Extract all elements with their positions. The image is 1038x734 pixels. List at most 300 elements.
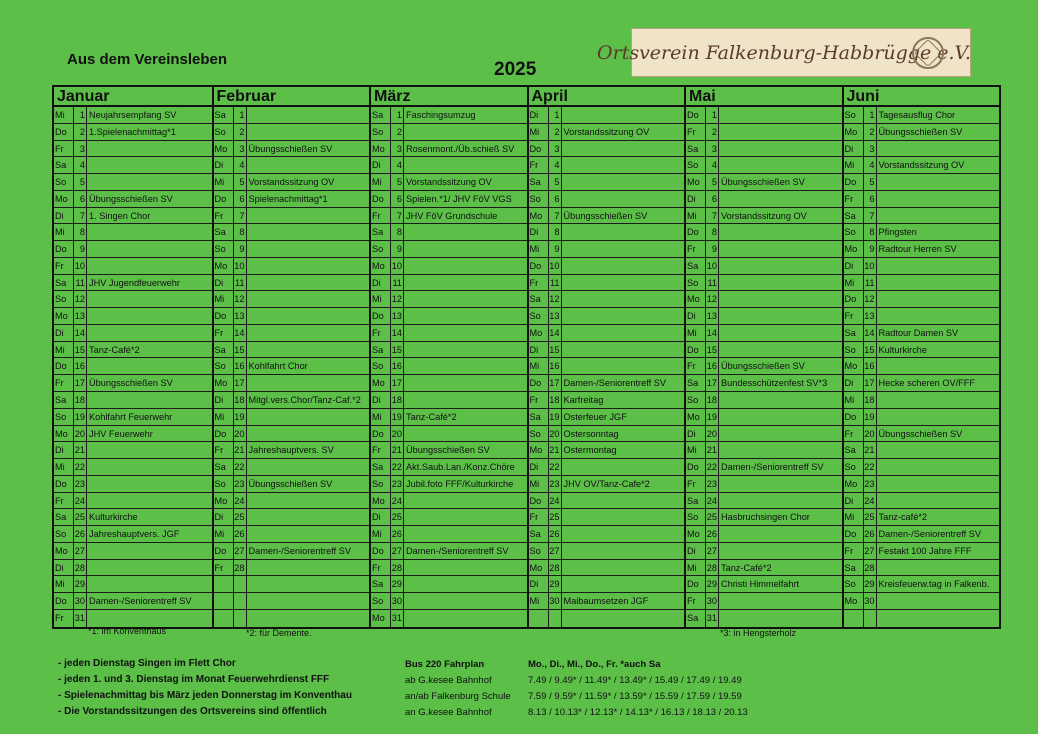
day-number: 10 [234, 258, 247, 274]
weekday: Mo [371, 493, 391, 509]
day-number: 2 [706, 124, 719, 140]
page-title: Aus dem Vereinsleben [67, 51, 228, 68]
day-number: 12 [234, 291, 247, 307]
weekday: Do [529, 375, 549, 391]
day-row [686, 543, 842, 560]
day-number: 18 [864, 392, 877, 408]
day-row [686, 358, 842, 375]
day-number: 27 [234, 543, 247, 559]
event: Rosenmont./Üb.schieß SV [406, 143, 515, 154]
weekday: Mo [371, 141, 391, 157]
day-number [234, 576, 247, 592]
day-number [234, 593, 247, 609]
day-row [529, 141, 685, 158]
weekday: Fr [844, 308, 864, 324]
weekday: Sa [844, 560, 864, 576]
event: Damen-/Seniorentreff SV [248, 545, 351, 556]
event [877, 493, 1000, 509]
weekday: Sa [686, 493, 706, 509]
weekday: So [214, 124, 234, 140]
day-row [371, 543, 527, 560]
weekday: Do [686, 459, 706, 475]
weekday: So [371, 593, 391, 609]
day-number [549, 610, 562, 627]
weekday: Mo [529, 325, 549, 341]
day-number: 30 [549, 593, 562, 609]
day-number: 3 [74, 141, 87, 157]
day-number: 27 [74, 543, 87, 559]
event [877, 174, 1000, 190]
day-row [214, 224, 370, 241]
weekday: Di [371, 392, 391, 408]
event [247, 241, 370, 257]
day-number: 16 [549, 358, 562, 374]
day-row [54, 409, 212, 426]
day-number: 17 [234, 375, 247, 391]
weekday: Di [529, 107, 549, 123]
month-header: Juni [844, 87, 1000, 107]
day-row [214, 543, 370, 560]
day-number: 7 [391, 208, 404, 224]
weekday: Fr [214, 325, 234, 341]
day-number: 7 [706, 208, 719, 224]
weekday: Di [214, 509, 234, 525]
event: Radtour Damen SV [878, 327, 959, 338]
weekday: Di [371, 157, 391, 173]
day-number: 2 [74, 124, 87, 140]
event [404, 325, 527, 341]
weekday: Di [686, 308, 706, 324]
event: 1.Spielenachmittag*1 [89, 126, 176, 137]
day-row [54, 493, 212, 510]
event: Übungsschießen SV [878, 428, 963, 439]
event [719, 342, 842, 358]
day-row [54, 157, 212, 174]
weekday: Sa [529, 526, 549, 542]
weekday: Sa [686, 258, 706, 274]
weekday: So [844, 342, 864, 358]
day-row [371, 526, 527, 543]
weekday: Do [214, 426, 234, 442]
event [247, 375, 370, 391]
day-number: 7 [864, 208, 877, 224]
day-row [529, 308, 685, 325]
logo-text: Ortsverein Falkenburg-Habbrügge e.V. [597, 41, 971, 64]
day-row [371, 409, 527, 426]
day-row [529, 509, 685, 526]
weekday: Do [844, 291, 864, 307]
day-number: 27 [864, 543, 877, 559]
day-number: 23 [234, 476, 247, 492]
day-row [529, 191, 685, 208]
event [877, 258, 1000, 274]
day-row [529, 342, 685, 359]
event [719, 409, 842, 425]
footnote-1: *1: im Konventhaus [88, 626, 167, 636]
day-number: 3 [864, 141, 877, 157]
day-number: 10 [864, 258, 877, 274]
day-number: 8 [74, 224, 87, 240]
day-number: 14 [391, 325, 404, 341]
club-logo [597, 28, 971, 77]
day-row [371, 476, 527, 493]
weekday: Fr [214, 560, 234, 576]
weekday: Mi [529, 593, 549, 609]
day-row [54, 174, 212, 191]
weekday: Di [54, 560, 74, 576]
weekday: Do [371, 308, 391, 324]
weekday: Sa [371, 576, 391, 592]
weekday: Fr [844, 543, 864, 559]
weekday: So [54, 526, 74, 542]
event [562, 325, 685, 341]
day-number: 15 [234, 342, 247, 358]
day-row [214, 141, 370, 158]
day-number [864, 610, 877, 627]
day-row [529, 593, 685, 610]
weekday: Fr [54, 610, 74, 627]
day-row [371, 291, 527, 308]
event [87, 493, 212, 509]
day-number: 23 [74, 476, 87, 492]
event: Tanz-Café*2 [721, 562, 772, 573]
event [404, 124, 527, 140]
event [247, 291, 370, 307]
event [404, 593, 527, 609]
weekday: Fr [54, 141, 74, 157]
day-number: 11 [706, 275, 719, 291]
day-row [686, 191, 842, 208]
event [719, 258, 842, 274]
day-row [844, 107, 1000, 124]
weekday: Di [371, 509, 391, 525]
day-row [686, 275, 842, 292]
day-row [686, 409, 842, 426]
day-row [529, 476, 685, 493]
event [247, 493, 370, 509]
day-row [54, 526, 212, 543]
event [877, 560, 1000, 576]
bus-stop: an G.kesee Bahnhof [405, 707, 492, 718]
day-row [529, 576, 685, 593]
day-row [371, 426, 527, 443]
bus-times: 7.59 / 9.59* / 11.59* / 13.59* / 15.59 / 17.59 / 19.59 [528, 691, 742, 702]
weekday: Mi [529, 476, 549, 492]
day-row [214, 291, 370, 308]
day-row [686, 509, 842, 526]
day-row [54, 275, 212, 292]
day-number: 30 [706, 593, 719, 609]
weekday: Mi [686, 208, 706, 224]
day-row [54, 593, 212, 610]
event [87, 241, 212, 257]
weekday: Mo [686, 409, 706, 425]
day-row [214, 107, 370, 124]
day-number: 16 [234, 358, 247, 374]
note-item: - Spielenachmittag bis März jeden Donnerstag im Konventhau [58, 690, 352, 701]
event [877, 358, 1000, 374]
weekday: Do [54, 476, 74, 492]
day-row [844, 291, 1000, 308]
weekday: Sa [529, 291, 549, 307]
weekday: So [371, 241, 391, 257]
weekday: So [844, 576, 864, 592]
day-number: 1 [706, 107, 719, 123]
weekday: Mi [529, 358, 549, 374]
day-number: 4 [234, 157, 247, 173]
event [87, 392, 212, 408]
day-row [54, 308, 212, 325]
day-number: 6 [706, 191, 719, 207]
day-row [371, 459, 527, 476]
day-number: 22 [706, 459, 719, 475]
event: JHV OV/Tanz-Cafe*2 [563, 478, 650, 489]
day-row [686, 241, 842, 258]
day-row [214, 208, 370, 225]
event: Übungsschießen SV [563, 210, 648, 221]
event [404, 241, 527, 257]
event [247, 124, 370, 140]
weekday: So [844, 224, 864, 240]
weekday: Mo [844, 476, 864, 492]
day-row [686, 325, 842, 342]
day-row [371, 241, 527, 258]
day-number: 23 [706, 476, 719, 492]
weekday: Mo [844, 593, 864, 609]
event [247, 308, 370, 324]
day-row [371, 375, 527, 392]
bus-header [405, 657, 748, 673]
weekday: Sa [371, 459, 391, 475]
weekday: Fr [371, 442, 391, 458]
day-row [686, 224, 842, 241]
weekday: Fr [54, 375, 74, 391]
bus-times: 7.49 / 9.49* / 11.49* / 13.49* / 15.49 / 17.49 / 19.49 [528, 675, 742, 686]
day-number: 28 [549, 560, 562, 576]
day-number: 5 [74, 174, 87, 190]
weekday: So [686, 157, 706, 173]
day-row [54, 224, 212, 241]
day-row [214, 358, 370, 375]
day-row [214, 157, 370, 174]
day-number: 6 [74, 191, 87, 207]
event [87, 157, 212, 173]
day-number: 18 [234, 392, 247, 408]
event [719, 275, 842, 291]
event [562, 560, 685, 576]
event [562, 157, 685, 173]
event [719, 291, 842, 307]
weekday: So [214, 476, 234, 492]
day-row [214, 275, 370, 292]
day-number: 26 [864, 526, 877, 542]
day-row [371, 576, 527, 593]
day-number: 22 [549, 459, 562, 475]
day-row [371, 610, 527, 627]
event [87, 543, 212, 559]
weekday: Mi [844, 275, 864, 291]
weekday: Mo [371, 258, 391, 274]
day-row [529, 358, 685, 375]
event: Maibaumsetzen JGF [563, 596, 649, 607]
day-number: 7 [234, 208, 247, 224]
day-row [371, 224, 527, 241]
event [404, 258, 527, 274]
event [87, 576, 212, 592]
day-number: 18 [706, 392, 719, 408]
day-row [529, 493, 685, 510]
day-number: 25 [864, 509, 877, 525]
day-row [371, 208, 527, 225]
event: Übungsschießen SV [89, 193, 173, 204]
day-row [371, 493, 527, 510]
event: Damen-/Seniorentreff SV [406, 545, 509, 556]
notes-list [58, 656, 352, 720]
event: Damen-/Seniorentreff SV [878, 529, 981, 540]
event: Spielen.*1/ JHV FöV VGS [406, 193, 512, 204]
event [562, 543, 685, 559]
day-row [686, 141, 842, 158]
day-row [214, 124, 370, 141]
event [404, 560, 527, 576]
event [404, 426, 527, 442]
day-number: 5 [391, 174, 404, 190]
weekday: So [54, 409, 74, 425]
event: Kulturkirche [89, 512, 138, 523]
day-number: 26 [74, 526, 87, 542]
event: Festakt 100 Jahre FFF [878, 545, 972, 556]
weekday: Fr [371, 325, 391, 341]
day-row [844, 124, 1000, 141]
footnote-3: *3: in Hengsterholz [720, 628, 797, 638]
day-number: 29 [864, 576, 877, 592]
day-row [529, 275, 685, 292]
day-row [844, 526, 1000, 543]
calendar-grid [52, 85, 1001, 629]
event: Bundesschützenfest SV*3 [721, 378, 828, 389]
event: Übungsschießen SV [721, 361, 805, 372]
event [562, 526, 685, 542]
day-row [214, 526, 370, 543]
weekday: Mi [844, 509, 864, 525]
note-item: - jeden Dienstag Singen im Flett Chor [58, 658, 236, 669]
weekday: Sa [214, 459, 234, 475]
event: Tagesausflug Chor [878, 110, 956, 120]
day-number: 2 [864, 124, 877, 140]
day-row [54, 124, 212, 141]
weekday: Mo [529, 442, 549, 458]
weekday: Fr [54, 258, 74, 274]
event: Vorstandssitzung OV [406, 177, 492, 188]
weekday: Mo [686, 526, 706, 542]
weekday: Mi [686, 442, 706, 458]
day-row [214, 442, 370, 459]
weekday: Do [686, 576, 706, 592]
weekday: Sa [844, 442, 864, 458]
day-row [214, 493, 370, 510]
day-row [54, 509, 212, 526]
day-number: 29 [549, 576, 562, 592]
day-number: 8 [391, 224, 404, 240]
day-row [844, 208, 1000, 225]
day-row [844, 157, 1000, 174]
weekday: Do [844, 174, 864, 190]
weekday: Di [214, 275, 234, 291]
event: Übungsschießen SV [89, 378, 173, 389]
event [719, 426, 842, 442]
day-number: 30 [391, 593, 404, 609]
day-number: 5 [706, 174, 719, 190]
day-number: 24 [549, 493, 562, 509]
bus-row [405, 673, 748, 689]
event [877, 291, 1000, 307]
weekday: Sa [54, 157, 74, 173]
day-number: 5 [864, 174, 877, 190]
weekday: Mo [686, 291, 706, 307]
day-number: 21 [234, 442, 247, 458]
weekday: So [529, 308, 549, 324]
day-number: 7 [74, 208, 87, 224]
day-number: 4 [391, 157, 404, 173]
day-number: 20 [234, 426, 247, 442]
day-row [529, 157, 685, 174]
day-number: 28 [391, 560, 404, 576]
day-row [529, 107, 685, 124]
day-row [214, 593, 370, 610]
event: Vorstandssitzung OV [721, 210, 807, 221]
weekday: Mo [371, 375, 391, 391]
event: Jahreshauptvers. JGF [89, 529, 180, 540]
day-number: 8 [234, 224, 247, 240]
event: Ostermontag [563, 445, 617, 456]
weekday: Do [844, 409, 864, 425]
event [719, 493, 842, 509]
event [247, 560, 370, 576]
day-row [529, 459, 685, 476]
weekday: Mi [214, 174, 234, 190]
day-number: 26 [706, 526, 719, 542]
day-row [371, 325, 527, 342]
day-row [844, 493, 1000, 510]
day-row [54, 576, 212, 593]
day-number: 18 [74, 392, 87, 408]
weekday: So [54, 174, 74, 190]
day-row [214, 409, 370, 426]
weekday: Sa [371, 224, 391, 240]
weekday: Di [529, 459, 549, 475]
day-row [686, 208, 842, 225]
event: Tanz-café*2 [878, 512, 928, 523]
day-number: 26 [234, 526, 247, 542]
weekday: So [371, 124, 391, 140]
weekday: Di [529, 576, 549, 592]
event [87, 141, 212, 157]
event [562, 224, 685, 240]
day-number: 24 [74, 493, 87, 509]
event [247, 426, 370, 442]
weekday: Mi [844, 157, 864, 173]
day-number: 21 [391, 442, 404, 458]
day-number: 20 [864, 426, 877, 442]
event: Mitgl.vers.Chor/Tanz-Caf.*2 [248, 395, 361, 406]
day-number: 4 [706, 157, 719, 173]
event: Spielenachmittag*1 [248, 193, 328, 204]
day-row [844, 442, 1000, 459]
event [877, 459, 1000, 475]
day-row [529, 426, 685, 443]
event [562, 241, 685, 257]
event: Ostersonntag [563, 428, 619, 439]
